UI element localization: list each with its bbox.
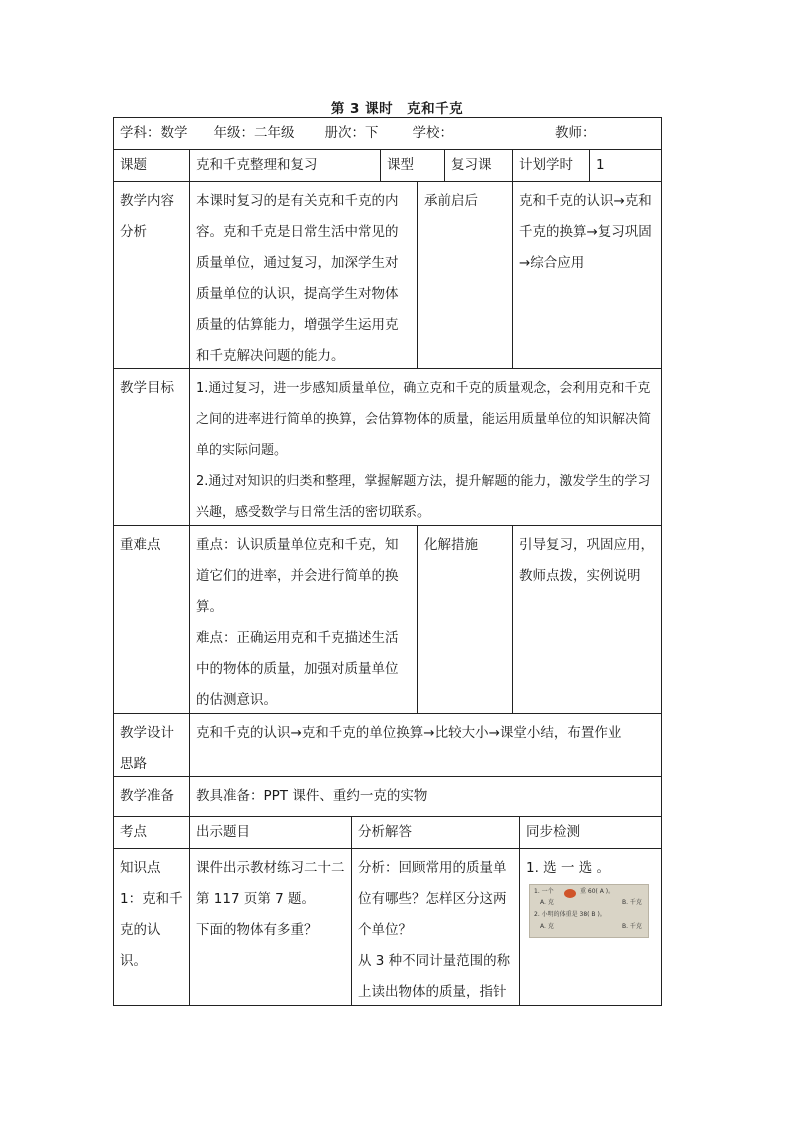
type-value: 复习课 [451, 157, 492, 173]
lesson-number: 第 3 课时 [330, 101, 394, 117]
type-label: 课型 [387, 157, 414, 173]
objectives-text [190, 369, 661, 525]
content-analysis-text: 本课时复习的是有关克和千克的内容。克和千克是日常生活中常见的质量单位，通过复习，加深学生对质量单位的认识，提高学生对物体质量的估算能力，增强学生运用克和千克解决问题的能力。 [196, 193, 399, 364]
hours-value: 1 [596, 157, 605, 173]
key-points-text [190, 526, 417, 713]
apple-icon [564, 889, 576, 898]
check-heading: 1. 选 一 选 。 [526, 860, 611, 876]
topic-label: 课题 [120, 157, 147, 173]
key-points-label: 重难点 [120, 537, 161, 553]
teacher-field: 教师： [555, 125, 596, 141]
prep-text: 教具准备：PPT 课件、重约一克的实物 [196, 788, 428, 804]
objective-2: 2.通过对知识的归类和整理，掌握解题方法，提升解题的能力，激发学生的学习兴趣，感受数学与日常生活的密切联系。 [196, 474, 651, 520]
header-analysis: 分析解答 [358, 824, 412, 840]
question-text: 课件出示教材练习二十二第 117 页第 7 题。 [196, 860, 345, 907]
lesson-topic: 克和千克 [407, 101, 464, 117]
volume-field: 册次：下 [324, 125, 379, 141]
link-text: 克和千克的认识→克和千克的换算→复习巩固→综合应用 [519, 193, 652, 271]
content-analysis-label: 教学内容分析 [120, 193, 174, 240]
page-title [0, 97, 794, 117]
subject-field: 学科：数学 [120, 125, 188, 141]
header-question: 出示题目 [196, 824, 250, 840]
header-check: 同步检测 [526, 824, 580, 840]
prep-label: 教学准备 [120, 788, 174, 804]
knowledge-point-1: 知识点 1：克和千克的认识。 [120, 860, 183, 969]
difficult-point: 难点：正确运用克和千克描述生活中的物体的质量，加强对质量单位的估测意识。 [196, 630, 399, 708]
link-label: 承前启后 [424, 193, 478, 209]
design-label: 教学设计思路 [120, 725, 174, 772]
info-row [114, 118, 661, 149]
design-text: 克和千克的认识→克和千克的单位换算→比较大小→课堂小结，布置作业 [196, 725, 622, 741]
question-1 [190, 849, 351, 1005]
hours-label: 计划学时 [519, 157, 573, 173]
objectives-label: 教学目标 [120, 380, 174, 396]
objective-1: 1.通过复习，进一步感知质量单位，确立克和千克的质量观念，会利用克和千克之间的进率进行简单的换算，会估算物体的质量，能运用质量单位的知识解决简单的实际问题。 [196, 381, 652, 458]
measure-label: 化解措施 [424, 537, 478, 553]
key-point: 重点：认识质量单位克和千克，知道它们的进率，并会进行简单的换算。 [196, 537, 399, 615]
analysis-text-2: 从 3 种不同计量范围的称上读出物体的质量，指针 [358, 953, 511, 1000]
question-prompt: 下面的物体有多重？ [196, 922, 318, 938]
grade-field: 年级：二年级 [213, 125, 295, 141]
header-point: 考点 [120, 824, 147, 840]
school-field: 学校： [412, 125, 453, 141]
topic-value: 克和千克整理和复习 [196, 157, 318, 173]
measure-text: 引导复习，巩固应用，教师点拨，实例说明 [519, 537, 654, 584]
analysis-text: 分析：回顾常用的质量单位有哪些？怎样区分这两个单位？ [358, 860, 507, 938]
exercise-image: 1. 一个 重 60( A )。 A. 克 B. 千克 2. 小明的体重是 38( B )。 A. 克 B. 千克 [529, 884, 649, 938]
analysis-1 [352, 849, 519, 1005]
